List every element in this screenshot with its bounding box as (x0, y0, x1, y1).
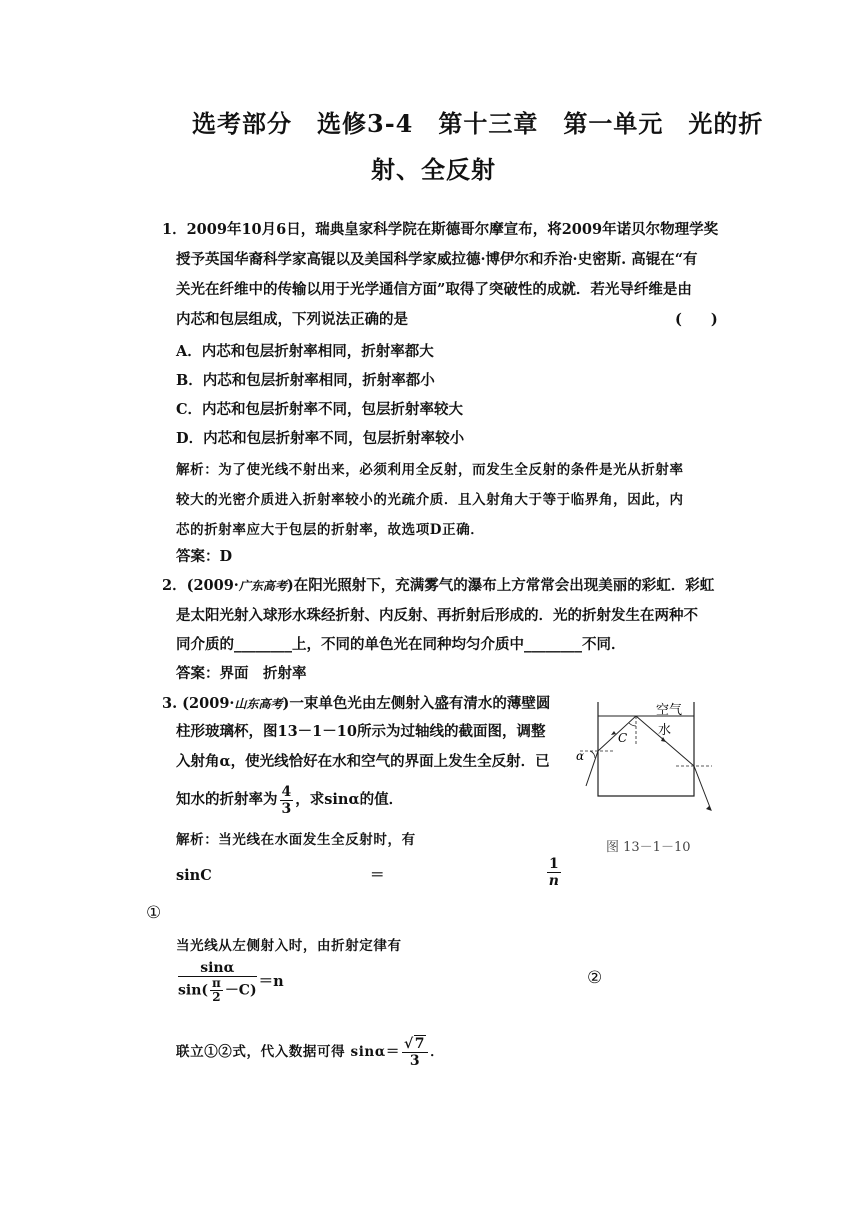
q1-option-d: D．内芯和包层折射率不同，包层折射率较小 (176, 430, 465, 447)
eq1-left: sinC (176, 867, 212, 884)
alpha-arc (590, 751, 595, 758)
eq2-marker: ② (587, 968, 603, 988)
label-water: 水 (658, 723, 672, 738)
q1-line-4: 内芯和包层组成，下列说法正确的是 (176, 311, 408, 328)
label-alpha: α (576, 749, 585, 763)
q3-fraction-numerator: 4 (281, 783, 292, 800)
arrow-icon (706, 806, 712, 811)
q1-analysis-line-2: 较大的光密介质进入折射率较小的光疏介质．且入射角大于等于临界角，因此，内 (176, 492, 684, 508)
label-C: C (618, 731, 628, 745)
page-title-line1: 选考部分 选修3-4 第十三章 第一单元 光的折 (192, 109, 764, 138)
q1-option-c: C．内芯和包层折射率不同，包层折射率较大 (176, 401, 464, 418)
refracted-ray (598, 716, 636, 751)
q3-analysis-line-2: 当光线从左侧射入时，由折射定律有 (176, 938, 402, 954)
final-denominator: 3 (409, 1053, 421, 1069)
final-fraction (402, 1036, 428, 1069)
q1-line-1: 1．2009年10月6日，瑞典皇家科学院在斯德哥尔摩宣布，将2009年诺贝尔物理学奖 (162, 221, 719, 238)
incident-ray (586, 751, 598, 786)
q1-analysis-line-3: 芯的折射率应大于包层的折射率，故选项D正确． (176, 522, 485, 538)
refraction-diagram (566, 694, 726, 818)
q1-option-a: A．内芯和包层折射率相同，折射率都大 (176, 343, 434, 360)
eq2 (176, 960, 284, 1004)
eq2-den-pre: sin( (178, 982, 209, 999)
eq2-two: 2 (212, 990, 221, 1004)
q3-source: 山东高考 (234, 697, 283, 711)
exit-ray (694, 766, 711, 810)
q1-line-2: 授予英国华裔科学家高锟以及美国科学家威拉德·博伊尔和乔治·史密斯. 高锟在“有 (176, 251, 698, 268)
q3-line-3: 入射角α，使光线恰好在水和空气的界面上发生全反射．已 (176, 753, 550, 770)
eq2-denominator (178, 977, 257, 1004)
q3-line-1-rest: )一束单色光由左侧射入盛有清水的薄壁圆 (282, 695, 551, 712)
figure-caption: 图 13－1－10 (606, 840, 691, 855)
q2-prefix: 2．(2009· (162, 577, 239, 594)
q1-answer: 答案：D (176, 548, 233, 565)
q2-line-3: 同介质的________上，不同的单色光在同种均匀介质中________不同． (176, 636, 626, 653)
label-air: 空气 (656, 703, 683, 718)
q2-line-1 (162, 576, 714, 596)
eq2-pi: π (212, 976, 221, 990)
eq2-numerator: sinα (178, 960, 257, 977)
final-sqrt-7: 7 (414, 1036, 426, 1052)
q1-line-3: 关光在纤维中的传输以用于光学通信方面”取得了突破性的成就．若光导纤维是由 (176, 281, 692, 298)
eq1-fraction (545, 856, 563, 889)
q1-answer-bracket: ( ) (675, 311, 718, 328)
q2-source: 广东高考 (238, 579, 287, 593)
q3-line-1 (162, 694, 550, 714)
q3-final (176, 1032, 444, 1072)
q3-line-2: 柱形玻璃杯，图13－1－10所示为过轴线的截面图，调整 (176, 723, 546, 740)
eq1-denominator: n (548, 873, 559, 889)
arrow-icon (611, 731, 616, 735)
q3-analysis-intro: 解析：当光线在水面发生全反射时，有 (176, 832, 416, 848)
q1-option-b: B．内芯和包层折射率相同，折射率都小 (176, 372, 435, 389)
eq2-fraction (178, 960, 257, 1004)
q1-analysis-line-1: 解析：为了使光线不射出来，必须利用全反射，而发生全反射的条件是光从折射率 (176, 462, 684, 478)
eq2-den-post: －C) (224, 982, 257, 999)
eq1-numerator: 1 (549, 856, 559, 872)
eq2-rhs: ＝n (258, 973, 284, 990)
final-numerator: √7 (402, 1036, 428, 1053)
q3-fraction-denominator: 3 (281, 800, 292, 817)
eq1-equals: ＝ (370, 867, 385, 884)
q3-line-4 (176, 780, 403, 820)
figure-13-1-10 (566, 694, 726, 855)
q3-fraction-4-3 (280, 784, 294, 817)
final-post: ． (430, 1044, 445, 1060)
q2-answer: 答案：界面 折射率 (176, 665, 307, 682)
q3-line-4-post: ，求sinα的值． (295, 791, 404, 808)
q3-line-4-pre: 知水的折射率为 (176, 791, 278, 808)
eq1-marker: ① (146, 903, 162, 923)
q2-line-2: 是太阳光射入球形水珠经折射、内反射、再折射后形成的．光的折射发生在两种不 (176, 607, 698, 624)
critical-angle-arc (629, 723, 636, 726)
page-title-line2: 射、全反射 (371, 155, 496, 184)
q3-prefix: 3. (2009· (162, 695, 235, 712)
q2-line-1-rest: )在阳光照射下，充满雾气的瀑布上方常常会出现美丽的彩虹．彩虹 (286, 577, 715, 594)
final-pre: 联立①②式，代入数据可得 sinα＝ (176, 1044, 400, 1060)
